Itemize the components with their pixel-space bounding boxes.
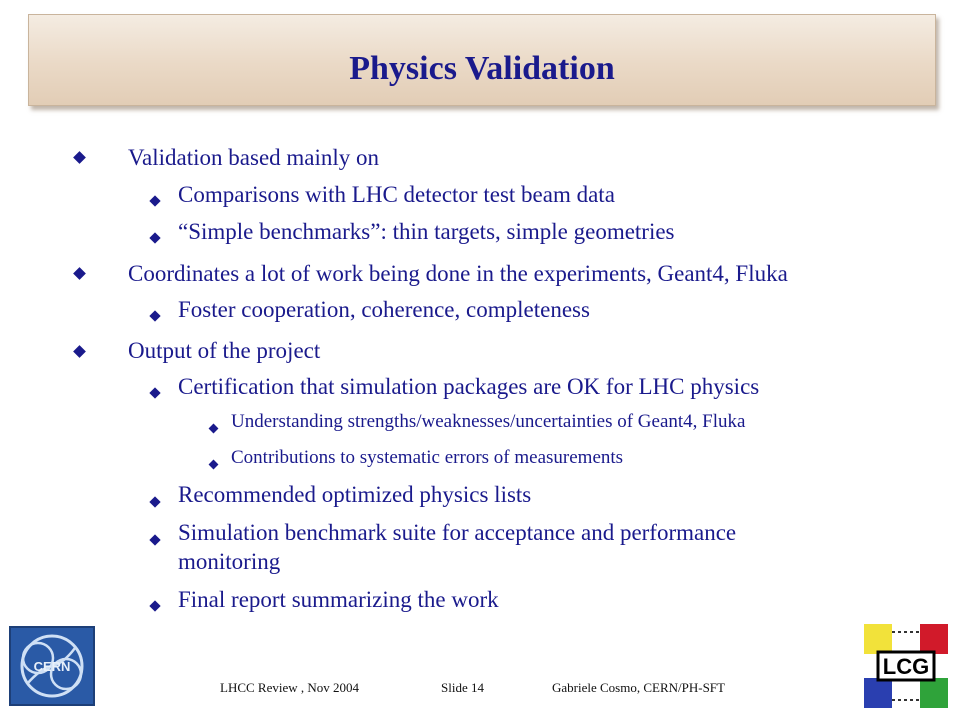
cern-logo-icon — [11, 628, 93, 704]
bullet-text: “Simple benchmarks”: thin targets, simple geometries — [178, 219, 675, 244]
lcg-logo-text: LCG — [882, 654, 930, 679]
bullet-text: monitoring — [178, 549, 281, 574]
footer-right: Gabriele Cosmo, CERN/PH-SFT — [552, 680, 725, 695]
diamond-bullet-icon — [73, 345, 86, 358]
bullet-text: Contributions to systematic errors of measurements — [231, 447, 624, 468]
diamond-bullet-icon — [149, 534, 160, 545]
diamond-bullet-icon — [149, 600, 160, 611]
diamond-bullet-icon — [149, 387, 160, 398]
slide-title: Physics Validation — [349, 50, 615, 87]
bullet-text: Output of the project — [128, 338, 321, 363]
diamond-bullet-icon — [149, 232, 160, 243]
diamond-bullet-icon — [209, 460, 219, 470]
bullet-text: Understanding strengths/weaknesses/uncertainties of Geant4, Fluka — [231, 411, 746, 432]
diamond-bullet-icon — [73, 267, 86, 280]
diamond-bullet-icon — [149, 195, 160, 206]
bullet-text: Final report summarizing the work — [178, 587, 499, 612]
diamond-bullet-icon — [73, 151, 86, 164]
bullet-text: Certification that simulation packages are OK for LHC physics — [178, 374, 760, 399]
diamond-bullet-icon — [149, 496, 160, 507]
bullet-text: Foster cooperation, coherence, completeness — [178, 297, 590, 322]
cern-logo — [9, 626, 95, 706]
bullet-text: Coordinates a lot of work being done in the experiments, Geant4, Fluka — [128, 261, 788, 286]
footer-slide-number: Slide 14 — [441, 680, 484, 695]
diamond-bullet-icon — [149, 310, 160, 321]
cern-logo-text: CERN — [33, 659, 71, 674]
bullet-text: Validation based mainly on — [128, 145, 380, 170]
lcg-logo — [862, 622, 950, 710]
bullet-text: Comparisons with LHC detector test beam data — [178, 182, 615, 207]
bullet-text: Recommended optimized physics lists — [178, 482, 532, 507]
footer-left: LHCC Review , Nov 2004 — [220, 680, 360, 695]
bullet-text: Simulation benchmark suite for acceptance and performance — [178, 520, 737, 545]
diamond-bullet-icon — [209, 424, 219, 434]
lcg-logo-icon — [862, 622, 950, 710]
